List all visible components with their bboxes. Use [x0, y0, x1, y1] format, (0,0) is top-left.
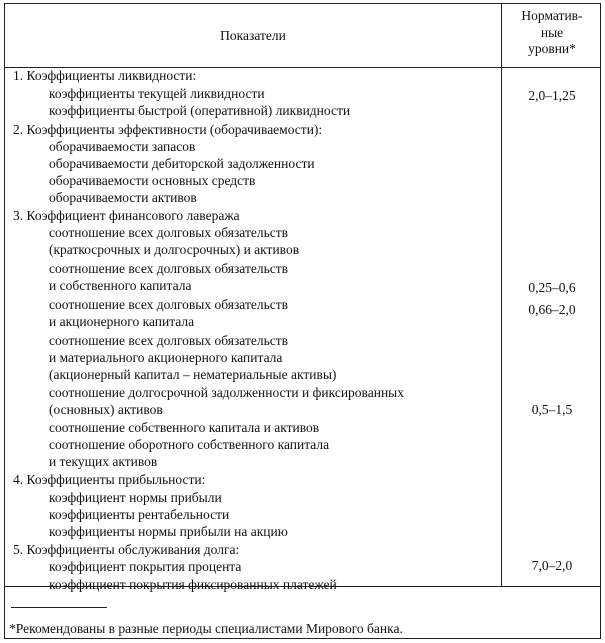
indicator-item: и акционерного капитала [49, 314, 195, 329]
indicator-item: соотношение всех долговых обязательств [49, 261, 288, 276]
indicator-item: соотношение всех долговых обязательств [49, 225, 288, 240]
indicators-table [4, 3, 601, 639]
column-header-norms [502, 8, 602, 58]
indicator-group-heading: 3. Коэффициент финансового лавеража [13, 208, 240, 223]
indicator-item: коэффициент нормы прибыли [49, 490, 222, 505]
indicator-item: коэффициенты рентабельности [49, 507, 230, 522]
norm-value: 2,0–1,25 [528, 88, 576, 103]
indicator-item: соотношение долгосрочной задолженности и фиксированных [49, 385, 405, 400]
column-header-indicators: Показатели [220, 27, 286, 43]
indicator-item: и материального акционерного капитала [49, 350, 283, 365]
indicator-group-heading: 5. Коэффициенты обслуживания долга: [13, 542, 240, 557]
indicator-item: коэффициент покрытия фиксированных платежей [49, 577, 337, 592]
indicator-item: соотношение собственного капитала и активов [49, 420, 320, 435]
column-header-norms-line: уровни* [528, 41, 576, 56]
norm-value: 7,0–2,0 [531, 558, 573, 573]
indicator-item: соотношение оборотного собственного капитала [49, 437, 330, 452]
indicator-item: коэффициенты текущей ликвидности [49, 86, 265, 101]
indicator-item: и собственного капитала [49, 278, 192, 293]
indicator-item: коэффициент покрытия процента [49, 559, 242, 574]
indicator-item: (акционерный капитал – нематериальные активы) [49, 367, 337, 382]
footnote: *Рекомендованы в разные периоды специалистами Мирового банка. [9, 621, 403, 636]
indicator-item: (основных) активов [49, 402, 163, 417]
footnote-rule [11, 607, 107, 608]
indicator-item: коэффициенты нормы прибыли на акцию [49, 524, 288, 539]
indicator-group-heading: 2. Коэффициенты эффективности (оборачиваемости): [13, 122, 323, 137]
column-header-norms-line: ные [540, 24, 564, 40]
indicator-item: оборачиваемости активов [49, 190, 197, 205]
indicator-item: оборачиваемости запасов [49, 139, 196, 154]
norm-value: 0,66–2,0 [528, 302, 576, 317]
indicator-item: оборачиваемости основных средств [49, 173, 256, 188]
indicator-item: коэффициенты быстрой (оперативной) ликвидности [49, 103, 351, 118]
indicator-group-heading: 4. Коэффициенты прибыльности: [13, 472, 206, 487]
indicator-item: и текущих активов [49, 454, 158, 469]
indicator-item: (краткосрочных и долгосрочных) и активов [49, 242, 300, 257]
column-header-norms-line: Норматив- [521, 8, 583, 23]
indicator-group-heading: 1. Коэффициенты ликвидности: [13, 68, 197, 83]
indicator-item: соотношение всех долговых обязательств [49, 333, 288, 348]
indicator-item: оборачиваемости дебиторской задолженности [49, 156, 315, 171]
norm-value: 0,25–0,6 [528, 280, 576, 295]
norm-value: 0,5–1,5 [531, 402, 573, 417]
indicator-item: соотношение всех долговых обязательств [49, 297, 288, 312]
